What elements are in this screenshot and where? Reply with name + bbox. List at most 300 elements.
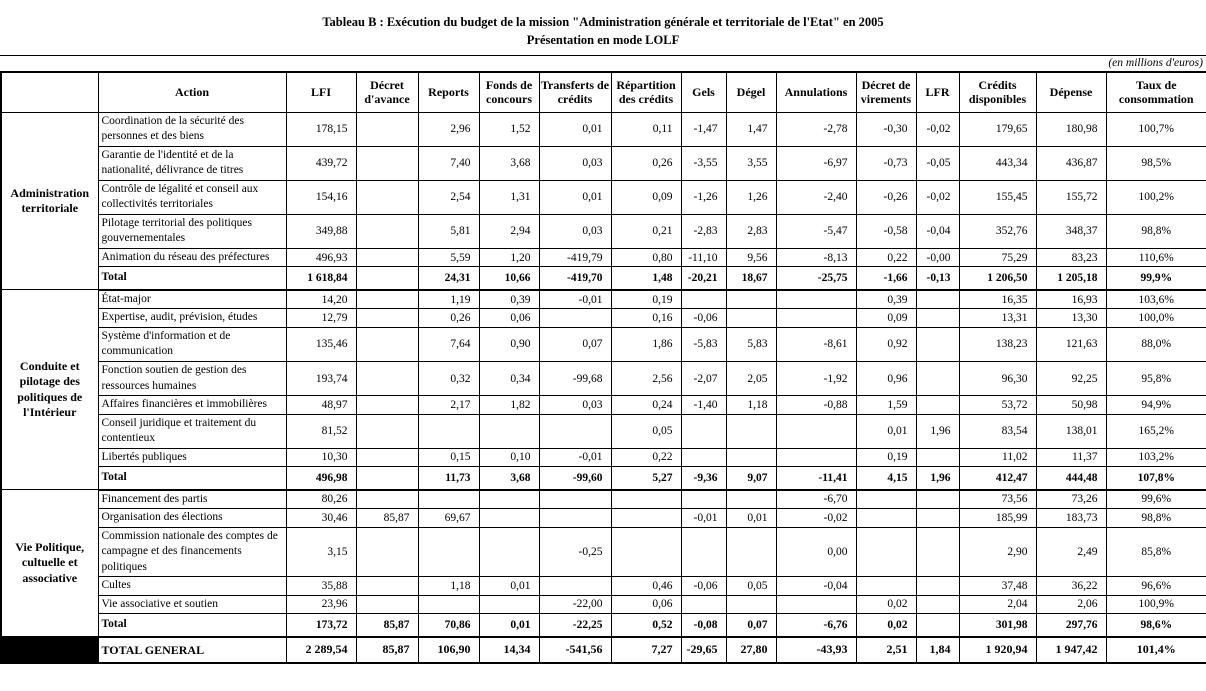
action-row [1, 327, 1206, 361]
value-cell [856, 509, 916, 528]
value-cell [479, 414, 539, 448]
action-label: Affaires financières et immobilières [98, 396, 286, 415]
value-cell [539, 577, 611, 596]
value-cell: 7,40 [418, 146, 479, 180]
action-label: Libertés publiques [98, 448, 286, 467]
value-cell [356, 448, 418, 467]
value-cell: -9,36 [681, 467, 726, 490]
value-cell: -0,73 [856, 146, 916, 180]
value-cell: 24,31 [418, 267, 479, 290]
value-cell: 3,68 [479, 146, 539, 180]
value-cell [856, 527, 916, 577]
group-total-label: Total [98, 267, 286, 290]
value-cell: 75,29 [959, 248, 1036, 267]
value-cell: 138,23 [959, 327, 1036, 361]
value-cell: -0,02 [776, 509, 856, 528]
value-cell: 5,59 [418, 248, 479, 267]
group-total-row [1, 267, 1206, 290]
action-row [1, 248, 1206, 267]
value-cell [726, 414, 776, 448]
value-cell: 98,8% [1106, 509, 1206, 528]
value-cell: 103,2% [1106, 448, 1206, 467]
value-cell: -8,13 [776, 248, 856, 267]
value-cell: 3,55 [726, 146, 776, 180]
value-cell [479, 527, 539, 577]
value-cell [916, 527, 959, 577]
value-cell: 0,80 [611, 248, 681, 267]
value-cell: 0,06 [611, 595, 681, 614]
value-cell: 1,52 [479, 112, 539, 146]
value-cell: 3,15 [286, 527, 356, 577]
value-cell [418, 490, 479, 509]
value-cell: -0,01 [539, 290, 611, 309]
value-cell: -29,65 [681, 637, 726, 663]
value-cell: 2,94 [479, 214, 539, 248]
value-cell: 94,9% [1106, 396, 1206, 415]
title-block [0, 0, 1206, 49]
action-row [1, 214, 1206, 248]
value-cell: 48,97 [286, 396, 356, 415]
value-cell: 7,27 [611, 637, 681, 663]
column-header: Fonds de concours [479, 72, 539, 112]
value-cell: 0,32 [418, 361, 479, 395]
value-cell: 81,52 [286, 414, 356, 448]
value-cell: 10,66 [479, 267, 539, 290]
action-label: Vie associative et soutien [98, 595, 286, 614]
value-cell: 0,21 [611, 214, 681, 248]
value-cell: 92,25 [1036, 361, 1106, 395]
value-cell: 83,23 [1036, 248, 1106, 267]
value-cell: -6,70 [776, 490, 856, 509]
grand-total-row [1, 637, 1206, 663]
value-cell: 98,8% [1106, 214, 1206, 248]
value-cell: 37,48 [959, 577, 1036, 596]
value-cell: 0,02 [856, 595, 916, 614]
value-cell: 2,04 [959, 595, 1036, 614]
value-cell: -1,66 [856, 267, 916, 290]
action-row [1, 414, 1206, 448]
value-cell: 0,26 [611, 146, 681, 180]
value-cell: 349,88 [286, 214, 356, 248]
value-cell: -0,02 [916, 180, 959, 214]
action-label: Garantie de l'identité et de la nationalité, délivrance de titres [98, 146, 286, 180]
action-label: Financement des partis [98, 490, 286, 509]
value-cell: 2,83 [726, 214, 776, 248]
value-cell [356, 214, 418, 248]
value-cell: 11,02 [959, 448, 1036, 467]
value-cell: -11,10 [681, 248, 726, 267]
value-cell: -1,92 [776, 361, 856, 395]
value-cell: 0,01 [479, 614, 539, 637]
value-cell: 0,01 [479, 577, 539, 596]
value-cell [418, 527, 479, 577]
value-cell: -0,25 [539, 527, 611, 577]
unit-note: (en millions d'euros) [1108, 57, 1203, 69]
value-cell: 443,34 [959, 146, 1036, 180]
value-cell: 88,0% [1106, 327, 1206, 361]
value-cell [356, 490, 418, 509]
value-cell [611, 490, 681, 509]
column-header: Gels [681, 72, 726, 112]
value-cell: 4,15 [856, 467, 916, 490]
value-cell: 16,93 [1036, 290, 1106, 309]
value-cell: 95,8% [1106, 361, 1206, 395]
page-title: Tableau B : Exécution du budget de la mission "Administration générale et territoriale de l'Etat" en 2005 [322, 15, 884, 29]
value-cell [479, 595, 539, 614]
value-cell: 5,81 [418, 214, 479, 248]
value-cell [916, 396, 959, 415]
value-cell: 1 205,18 [1036, 267, 1106, 290]
value-cell: 0,03 [539, 396, 611, 415]
value-cell: 436,87 [1036, 146, 1106, 180]
value-cell: 135,46 [286, 327, 356, 361]
value-cell: 173,72 [286, 614, 356, 637]
value-cell [479, 490, 539, 509]
value-cell: 2,54 [418, 180, 479, 214]
value-cell: 348,37 [1036, 214, 1106, 248]
value-cell: -5,83 [681, 327, 726, 361]
value-cell: 180,98 [1036, 112, 1106, 146]
value-cell: 0,01 [856, 414, 916, 448]
value-cell: 14,20 [286, 290, 356, 309]
value-cell: 155,45 [959, 180, 1036, 214]
column-header: LFR [916, 72, 959, 112]
value-cell [916, 595, 959, 614]
black-filler-cell [1, 637, 98, 663]
value-cell: 0,39 [479, 290, 539, 309]
value-cell: 0,09 [611, 180, 681, 214]
value-cell: 138,01 [1036, 414, 1106, 448]
value-cell: 0,03 [539, 146, 611, 180]
value-cell: -1,47 [681, 112, 726, 146]
value-cell: 0,01 [726, 509, 776, 528]
value-cell: 301,98 [959, 614, 1036, 637]
value-cell: 154,16 [286, 180, 356, 214]
column-header: LFI [286, 72, 356, 112]
column-header: Décret de virements [856, 72, 916, 112]
action-label: Coordination de la sécurité des personnes et des biens [98, 112, 286, 146]
value-cell: 0,34 [479, 361, 539, 395]
action-row [1, 527, 1206, 577]
value-cell: 11,37 [1036, 448, 1106, 467]
value-cell: -5,47 [776, 214, 856, 248]
value-cell: 0,90 [479, 327, 539, 361]
value-cell: 27,80 [726, 637, 776, 663]
action-label: Pilotage territorial des politiques gouvernementales [98, 214, 286, 248]
column-header: Taux de consommation [1106, 72, 1206, 112]
value-cell: 2,96 [418, 112, 479, 146]
action-label: Commission nationale des comptes de campagne et des financements politiques [98, 527, 286, 577]
value-cell: 0,15 [418, 448, 479, 467]
value-cell: 53,72 [959, 396, 1036, 415]
action-row [1, 509, 1206, 528]
value-cell: 83,54 [959, 414, 1036, 448]
value-cell: 1,59 [856, 396, 916, 415]
value-cell: 1,18 [418, 577, 479, 596]
action-row [1, 309, 1206, 328]
value-cell: -0,00 [916, 248, 959, 267]
value-cell: 80,26 [286, 490, 356, 509]
group-label: Vie Politique, cultuelle et associative [1, 490, 98, 637]
value-cell: -6,76 [776, 614, 856, 637]
value-cell: -2,78 [776, 112, 856, 146]
value-cell: 121,63 [1036, 327, 1106, 361]
group-label: Administration territoriale [1, 112, 98, 290]
value-cell [356, 248, 418, 267]
value-cell: -0,88 [776, 396, 856, 415]
value-cell: 100,2% [1106, 180, 1206, 214]
value-cell [776, 309, 856, 328]
action-row [1, 448, 1206, 467]
value-cell: 1,26 [726, 180, 776, 214]
value-cell: 179,65 [959, 112, 1036, 146]
action-label: Organisation des élections [98, 509, 286, 528]
grand-total-label: TOTAL GENERAL [98, 637, 286, 663]
value-cell: 99,9% [1106, 267, 1206, 290]
value-cell: 0,22 [856, 248, 916, 267]
value-cell: -2,83 [681, 214, 726, 248]
value-cell [356, 577, 418, 596]
value-cell: 11,73 [418, 467, 479, 490]
value-cell: 13,30 [1036, 309, 1106, 328]
value-cell [356, 327, 418, 361]
value-cell: 2,17 [418, 396, 479, 415]
value-cell: 1,47 [726, 112, 776, 146]
value-cell: 0,16 [611, 309, 681, 328]
value-cell: 7,64 [418, 327, 479, 361]
value-cell [356, 527, 418, 577]
value-cell: 106,90 [418, 637, 479, 663]
group-total-label: Total [98, 467, 286, 490]
group-total-label: Total [98, 614, 286, 637]
value-cell: -2,40 [776, 180, 856, 214]
value-cell [681, 527, 726, 577]
value-cell: 5,27 [611, 467, 681, 490]
value-cell: 165,2% [1106, 414, 1206, 448]
value-cell [356, 396, 418, 415]
value-cell: 5,83 [726, 327, 776, 361]
value-cell: -43,93 [776, 637, 856, 663]
value-cell: -3,55 [681, 146, 726, 180]
value-cell: -0,13 [916, 267, 959, 290]
value-cell: -0,06 [681, 309, 726, 328]
value-cell: 0,09 [856, 309, 916, 328]
value-cell: 439,72 [286, 146, 356, 180]
value-cell: 50,98 [1036, 396, 1106, 415]
value-cell [356, 467, 418, 490]
value-cell: 98,6% [1106, 614, 1206, 637]
value-cell: 0,19 [856, 448, 916, 467]
value-cell [916, 361, 959, 395]
value-cell [776, 290, 856, 309]
value-cell: 85,8% [1106, 527, 1206, 577]
value-cell [681, 595, 726, 614]
value-cell: -419,79 [539, 248, 611, 267]
group-total-row [1, 614, 1206, 637]
value-cell [611, 527, 681, 577]
value-cell: 0,10 [479, 448, 539, 467]
value-cell: -99,60 [539, 467, 611, 490]
value-cell [916, 490, 959, 509]
value-cell: 99,6% [1106, 490, 1206, 509]
value-cell: -0,02 [916, 112, 959, 146]
value-cell: 0,46 [611, 577, 681, 596]
value-cell: 1,86 [611, 327, 681, 361]
value-cell [681, 290, 726, 309]
value-cell: -0,58 [856, 214, 916, 248]
value-cell: 35,88 [286, 577, 356, 596]
value-cell: 2,05 [726, 361, 776, 395]
value-cell [681, 414, 726, 448]
group-total-row [1, 467, 1206, 490]
value-cell: 85,87 [356, 637, 418, 663]
column-header: Dépense [1036, 72, 1106, 112]
value-cell: -419,70 [539, 267, 611, 290]
value-cell: -0,30 [856, 112, 916, 146]
value-cell: 185,99 [959, 509, 1036, 528]
value-cell: 0,06 [479, 309, 539, 328]
value-cell: 110,6% [1106, 248, 1206, 267]
value-cell: 2,49 [1036, 527, 1106, 577]
value-cell [916, 290, 959, 309]
value-cell: -2,07 [681, 361, 726, 395]
value-cell: 193,74 [286, 361, 356, 395]
action-label: Animation du réseau des préfectures [98, 248, 286, 267]
value-cell: 100,0% [1106, 309, 1206, 328]
value-cell: 0,07 [726, 614, 776, 637]
value-cell: 107,8% [1106, 467, 1206, 490]
value-cell: 0,01 [539, 180, 611, 214]
column-header: Reports [418, 72, 479, 112]
budget-table [0, 71, 1206, 664]
value-cell: 0,26 [418, 309, 479, 328]
value-cell: -0,08 [681, 614, 726, 637]
value-cell: 412,47 [959, 467, 1036, 490]
value-cell: 0,05 [611, 414, 681, 448]
action-label: Système d'information et de communication [98, 327, 286, 361]
value-cell [916, 309, 959, 328]
value-cell [856, 490, 916, 509]
value-cell: 1 618,84 [286, 267, 356, 290]
value-cell: 3,68 [479, 467, 539, 490]
value-cell: 96,30 [959, 361, 1036, 395]
value-cell: 101,4% [1106, 637, 1206, 663]
value-cell [776, 414, 856, 448]
value-cell: 12,79 [286, 309, 356, 328]
value-cell [539, 490, 611, 509]
value-cell: 85,87 [356, 614, 418, 637]
value-cell [356, 290, 418, 309]
value-cell: 155,72 [1036, 180, 1106, 214]
value-cell: 73,26 [1036, 490, 1106, 509]
value-cell [539, 509, 611, 528]
value-cell [479, 509, 539, 528]
value-cell [356, 180, 418, 214]
column-header: Transferts de crédits [539, 72, 611, 112]
value-cell: 1,18 [726, 396, 776, 415]
value-cell: 0,24 [611, 396, 681, 415]
value-cell [418, 414, 479, 448]
corner-cell [1, 72, 98, 112]
value-cell [356, 414, 418, 448]
value-cell [418, 595, 479, 614]
action-row [1, 146, 1206, 180]
value-cell: 2,06 [1036, 595, 1106, 614]
value-cell: -0,04 [916, 214, 959, 248]
value-cell: 1 206,50 [959, 267, 1036, 290]
value-cell: 2,51 [856, 637, 916, 663]
column-header: Annulations [776, 72, 856, 112]
header-row [1, 72, 1206, 112]
value-cell: 69,67 [418, 509, 479, 528]
action-row [1, 577, 1206, 596]
value-cell: 96,6% [1106, 577, 1206, 596]
value-cell: -0,01 [681, 509, 726, 528]
column-header: Répartition des crédits [611, 72, 681, 112]
value-cell: 85,87 [356, 509, 418, 528]
value-cell: -8,61 [776, 327, 856, 361]
value-cell: 36,22 [1036, 577, 1106, 596]
action-row [1, 180, 1206, 214]
value-cell [916, 448, 959, 467]
action-row [1, 595, 1206, 614]
action-label: Contrôle de légalité et conseil aux collectivités territoriales [98, 180, 286, 214]
value-cell [726, 490, 776, 509]
value-cell: 0,05 [726, 577, 776, 596]
value-cell: 183,73 [1036, 509, 1106, 528]
value-cell: 0,52 [611, 614, 681, 637]
value-cell: 0,11 [611, 112, 681, 146]
value-cell: -6,97 [776, 146, 856, 180]
value-cell: 0,92 [856, 327, 916, 361]
value-cell [681, 490, 726, 509]
value-cell: 0,07 [539, 327, 611, 361]
value-cell: 0,22 [611, 448, 681, 467]
action-row [1, 490, 1206, 509]
value-cell [916, 577, 959, 596]
value-cell: 23,96 [286, 595, 356, 614]
column-header: Dégel [726, 72, 776, 112]
value-cell: 297,76 [1036, 614, 1106, 637]
value-cell: 100,7% [1106, 112, 1206, 146]
value-cell [726, 309, 776, 328]
action-row [1, 290, 1206, 309]
value-cell: 18,67 [726, 267, 776, 290]
column-header: Crédits disponibles [959, 72, 1036, 112]
page-subtitle: Présentation en mode LOLF [526, 32, 680, 47]
value-cell: 1,19 [418, 290, 479, 309]
action-label: Fonction soutien de gestion des ressources humaines [98, 361, 286, 395]
value-cell: -0,06 [681, 577, 726, 596]
value-cell: 1,84 [916, 637, 959, 663]
value-cell: 0,19 [611, 290, 681, 309]
value-cell: 178,15 [286, 112, 356, 146]
value-cell: 1 920,94 [959, 637, 1036, 663]
value-cell [611, 509, 681, 528]
value-cell: 352,76 [959, 214, 1036, 248]
value-cell: 10,30 [286, 448, 356, 467]
value-cell [916, 509, 959, 528]
action-row [1, 361, 1206, 395]
column-header: Décret d'avance [356, 72, 418, 112]
action-label: Conseil juridique et traitement du contentieux [98, 414, 286, 448]
value-cell: -99,68 [539, 361, 611, 395]
value-cell: 16,35 [959, 290, 1036, 309]
value-cell: 496,93 [286, 248, 356, 267]
value-cell [726, 290, 776, 309]
value-cell: -22,25 [539, 614, 611, 637]
value-cell [726, 527, 776, 577]
